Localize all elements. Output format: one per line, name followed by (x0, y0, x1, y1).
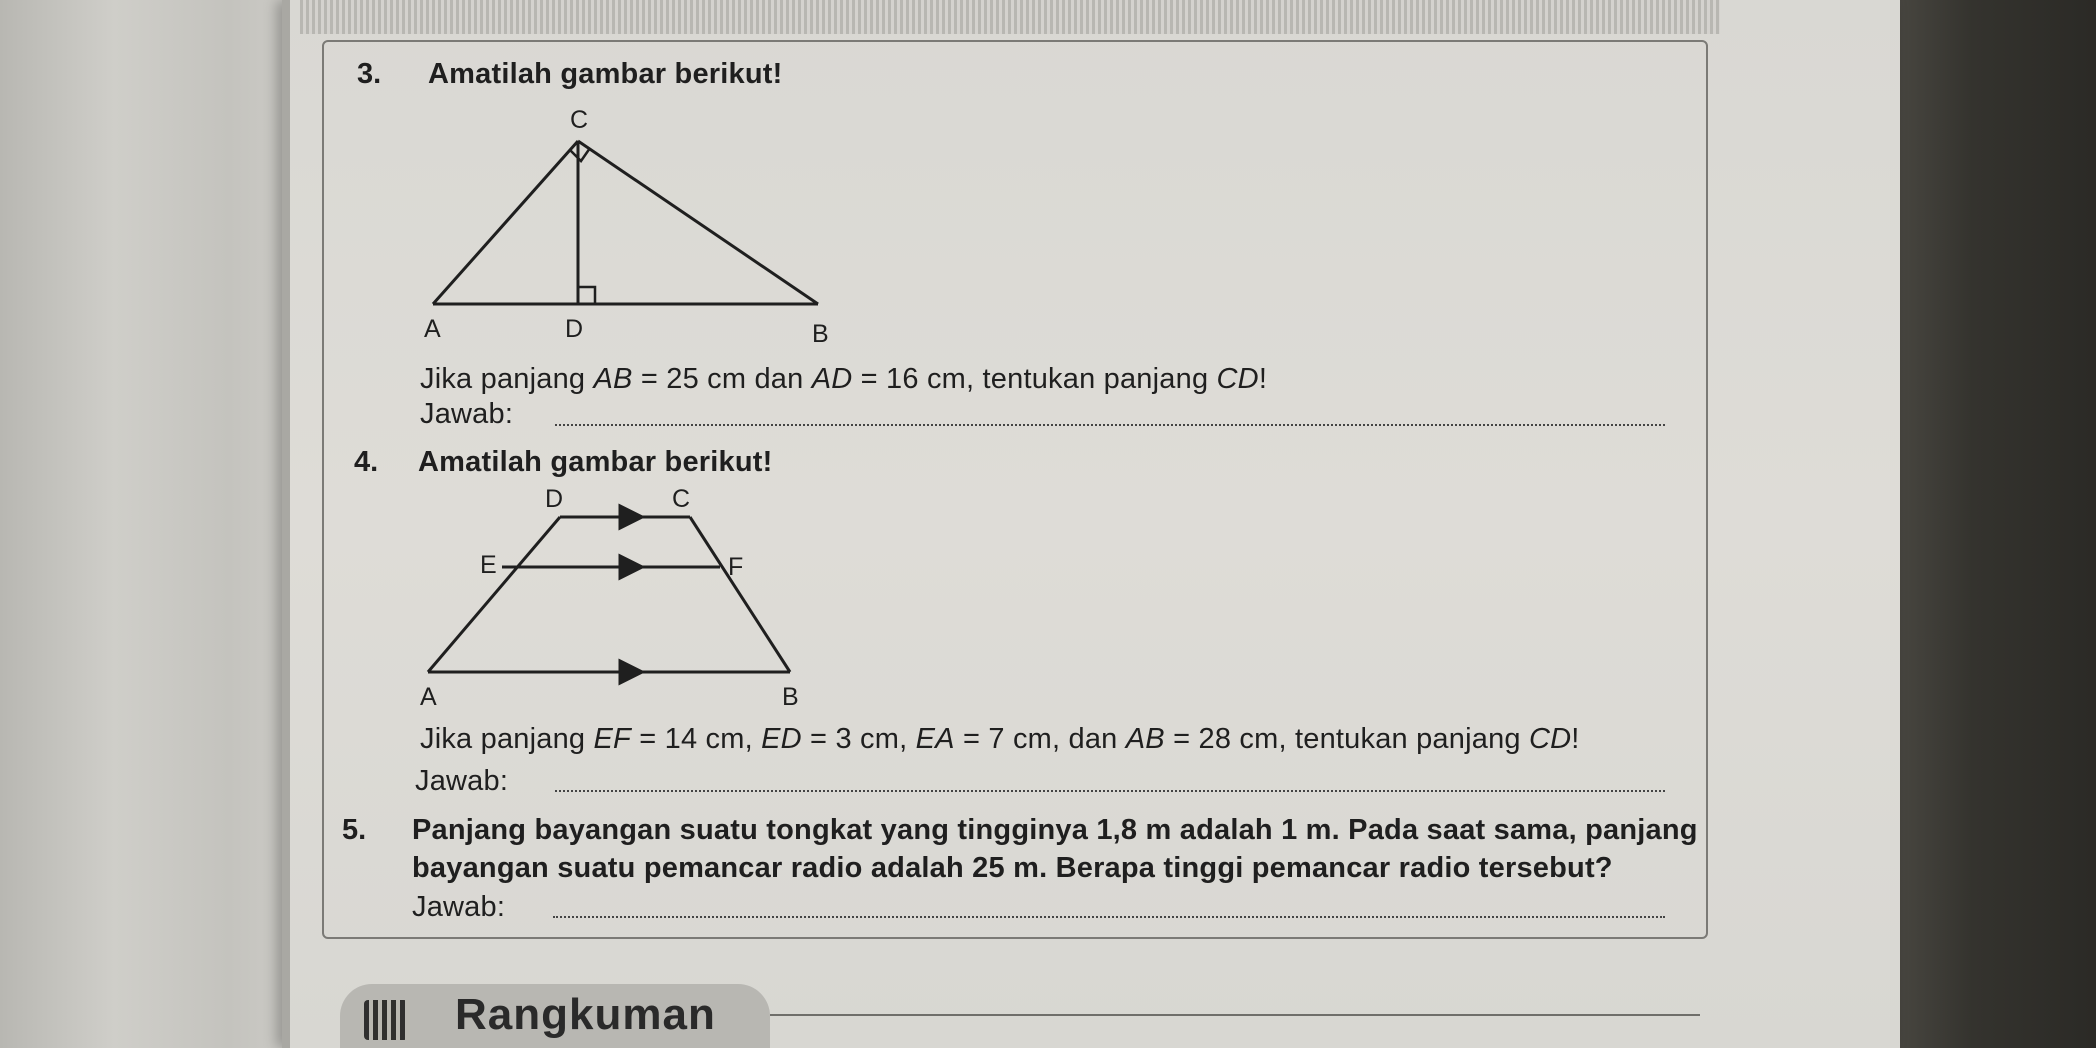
q4-question: Jika panjang EF = 14 cm, ED = 3 cm, EA = 7 cm, dan AB = 28 cm, tentukan panjang CD! (420, 723, 1580, 755)
q4-number: 4. (354, 446, 379, 478)
q3-answer-line[interactable] (555, 424, 1665, 426)
segment-ad (428, 517, 560, 672)
right-angle-c-icon (570, 148, 590, 161)
label-a: A (420, 683, 437, 709)
q3-title: Amatilah gambar berikut! (428, 58, 783, 90)
section-rule (770, 1014, 1700, 1016)
segment-ac (433, 141, 578, 304)
label-a: A (424, 315, 441, 343)
segment-bc (690, 517, 790, 672)
label-d: D (565, 315, 584, 343)
section-title: Rangkuman (455, 990, 716, 1039)
q5-number: 5. (342, 814, 367, 846)
q4-answer-line[interactable] (555, 790, 1665, 792)
dark-background (1890, 0, 2096, 1048)
q4-answer-label: Jawab: (415, 765, 509, 797)
right-angle-d-icon (578, 287, 595, 304)
q5-answer-label: Jawab: (412, 891, 506, 923)
q3-question: Jika panjang AB = 25 cm dan AD = 16 cm, tentukan panjang CD! (420, 363, 1268, 395)
segment-bc (578, 141, 818, 304)
q4-trapezoid-figure (410, 484, 810, 709)
label-c: C (672, 485, 691, 513)
q3-triangle-figure (420, 104, 850, 354)
q3-number: 3. (357, 58, 382, 90)
q3-answer-label: Jawab: (420, 398, 514, 430)
top-strip (300, 0, 1720, 34)
q5-text-line2: bayangan suatu pemancar radio adalah 25 m. Berapa tinggi pemancar radio tersebut? (412, 852, 1613, 884)
label-c: C (570, 106, 589, 134)
label-f: F (728, 553, 744, 581)
q4-title: Amatilah gambar berikut! (418, 446, 773, 478)
label-b: B (812, 320, 829, 348)
label-d: D (545, 485, 564, 513)
q5-text-line1: Panjang bayangan suatu tongkat yang tingginya 1,8 m adalah 1 m. Pada saat sama, panjang (412, 814, 1698, 846)
summary-icon (364, 1000, 408, 1040)
label-e: E (480, 551, 497, 579)
page-edge (282, 0, 290, 1048)
label-b: B (782, 683, 799, 709)
q5-answer-line[interactable] (553, 916, 1665, 918)
